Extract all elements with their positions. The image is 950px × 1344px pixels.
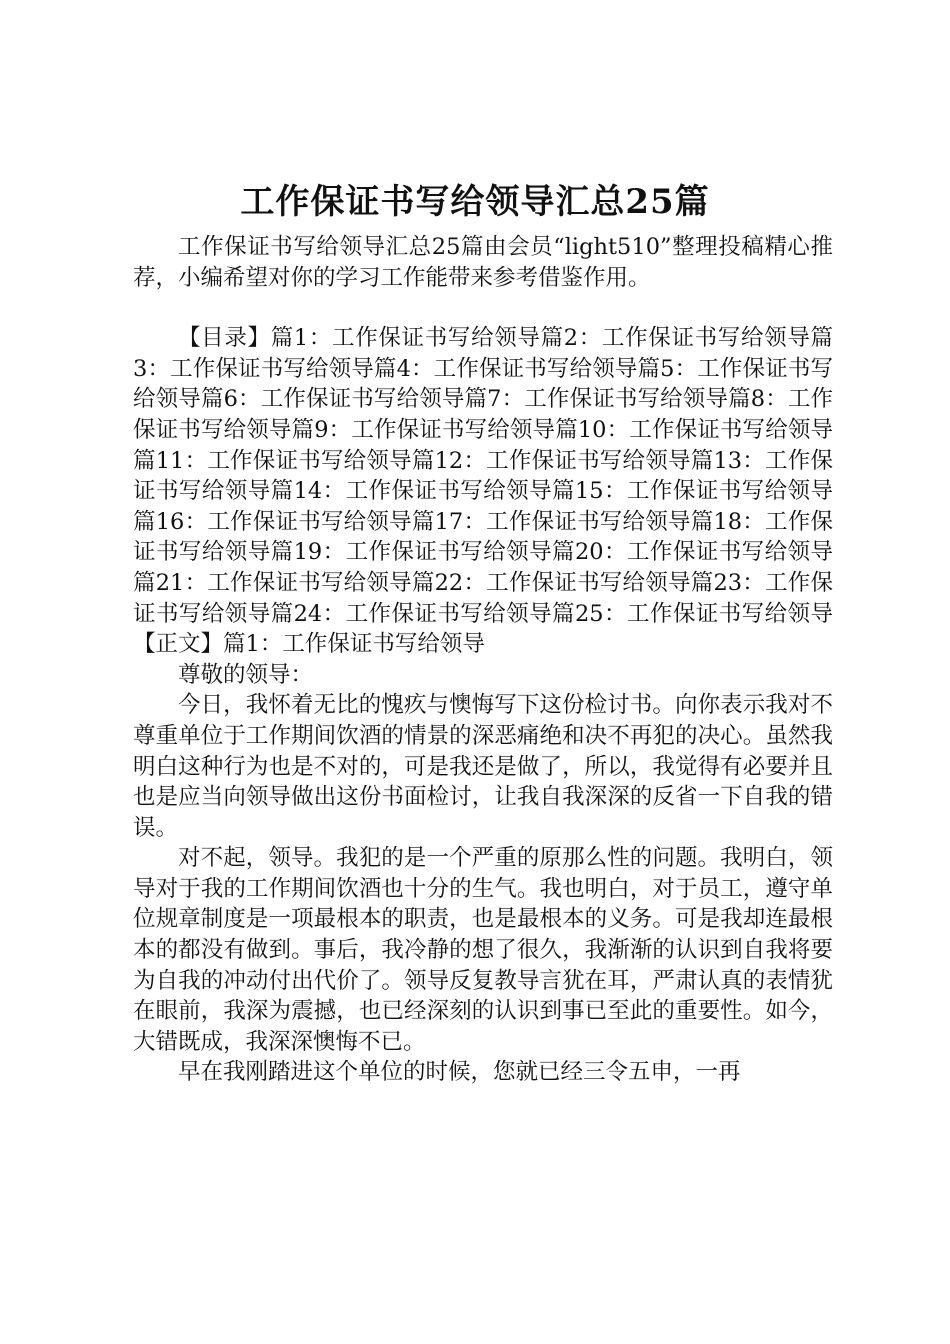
body-paragraph-3: 早在我刚踏进这个单位的时候，您就已经三令五申，一再 xyxy=(178,1059,741,1086)
table-of-contents: 【目录】篇1：工作保证书写给领导篇2：工作保证书写给领导篇3：工作保证书写给领导篇4：工作保证书写给领导篇5：工作保证书写给领导篇6：工作保证书写给领导篇7：工作保证书写给领导篇8：工作保证书写给领导篇9：工作保证书写给领导篇10：工作保证书写给领导篇11：工作保证书写给领导篇12：工作保证书写给领导篇13：工作保证书写给领导篇14：工作保证书写给领导篇15：工作保证书写给领导篇16：工作保证书写给领导篇17：工作保证书写给领导篇18：工作保证书写给领导篇19：工作保证书写给领导篇20：工作保证书写给领导篇21：工作保证书写给领导篇22：工作保证书写给领导篇23：工作保证书写给领导篇24：工作保证书写给领导篇25：工作保证书写给领导【正文】篇1：工作保证书写给领导 xyxy=(133,325,833,658)
paragraph-gap xyxy=(133,293,833,323)
document-title: 工作保证书写给领导汇总25篇 xyxy=(240,182,710,222)
document-body xyxy=(133,232,833,1088)
body-paragraph-1: 今日，我怀着无比的愧疚与懊悔写下这份检讨书。向你表示我对不尊重单位于工作期间饮酒的情景的深恶痛绝和决不再犯的决心。虽然我明白这种行为也是不对的，可是我还是做了，所以，我觉得有必要并且也是应当向领导做出这份书面检讨，让我自我深深的反省一下自我的错误。 xyxy=(133,692,833,841)
body-paragraph-2: 对不起，领导。我犯的是一个严重的原那么性的问题。我明白，领导对于我的工作期间饮酒也十分的生气。我也明白，对于员工，遵守单位规章制度是一项最根本的职责，也是最根本的义务。可是我却连最根本的都没有做到。事后，我冷静的想了很久，我渐渐的认识到自我将要为自我的冲动付出代价了。领导反复教导言犹在耳，严肃认真的表情犹在眼前，我深为震撼，也已经深刻的认识到事已至此的重要性。如今，大错既成，我深深懊悔不已。 xyxy=(133,845,833,1055)
intro-paragraph: 工作保证书写给领导汇总25篇由会员“light510”整理投稿精心推荐，小编希望对你的学习工作能带来参考借鉴作用。 xyxy=(133,234,833,291)
salutation: 尊敬的领导： xyxy=(178,661,314,688)
